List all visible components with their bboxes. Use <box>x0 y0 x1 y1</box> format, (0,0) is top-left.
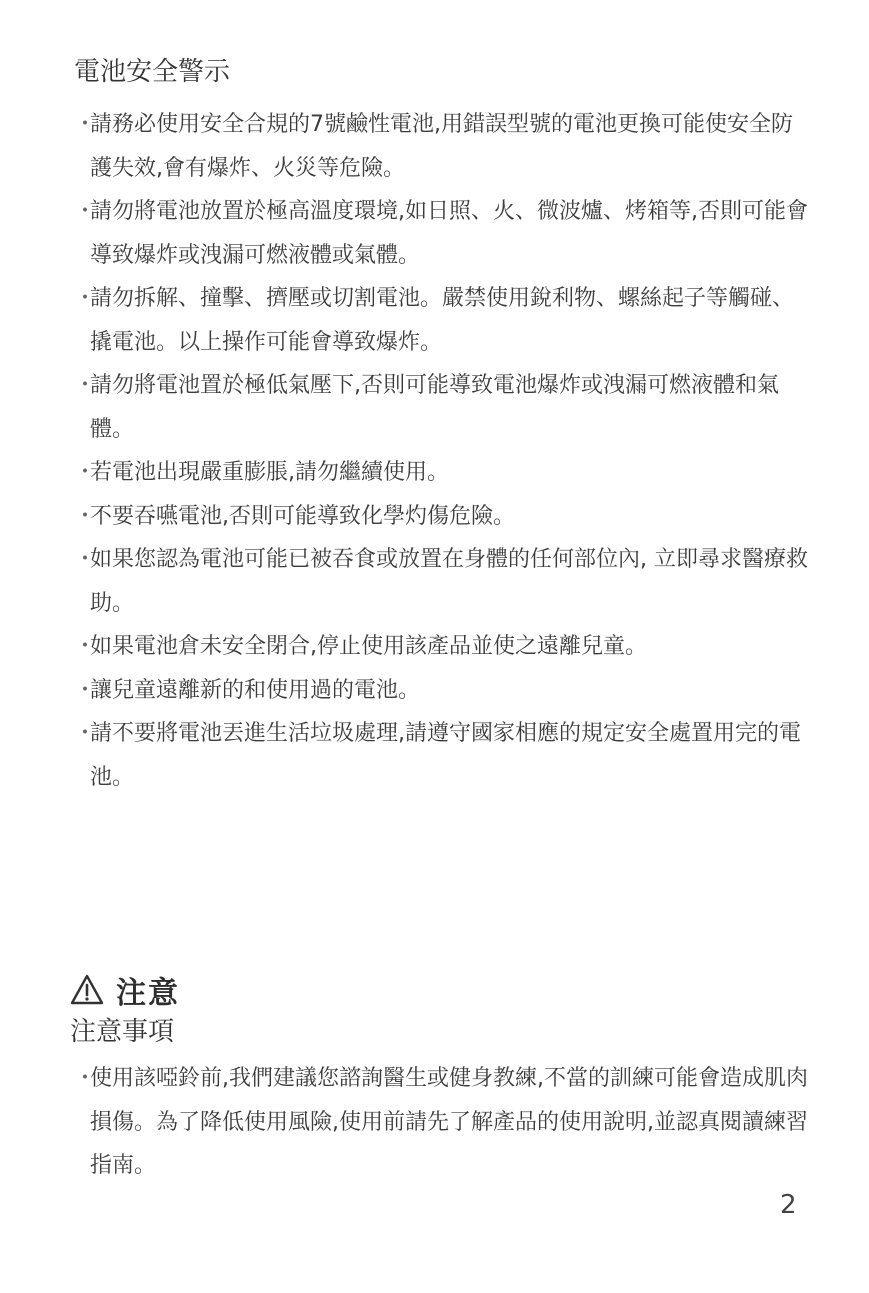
list-item <box>72 1057 812 1188</box>
bullet-marker: ・ <box>74 199 97 224</box>
list-item-text: 讓兒童遠離新的和使用過的電池。 <box>90 677 421 703</box>
caution-heading <box>70 970 180 1010</box>
bullet-marker: ・ <box>74 503 97 529</box>
warning-triangle-icon <box>70 974 104 1006</box>
list-item <box>72 669 812 713</box>
list-item <box>72 364 812 451</box>
list-item <box>72 712 812 799</box>
caution-subtitle: 注意事項 <box>70 1017 175 1047</box>
bullet-marker: ・ <box>74 1066 97 1091</box>
list-item-text: 請不要將電池丟進生活垃圾處理,請遵守國家相應的規定安全處置用完的電池。 <box>90 721 801 790</box>
battery-safety-list <box>72 103 812 799</box>
list-item <box>72 103 812 190</box>
list-item-text: 請務必使用安全合規的7號鹼性電池,用錯誤型號的電池更換可能使安全防護失效,會有爆炸、火災等危險。 <box>90 112 793 181</box>
list-item <box>72 538 812 625</box>
list-item <box>72 451 812 495</box>
bullet-marker: ・ <box>74 547 97 572</box>
list-item <box>72 495 812 539</box>
list-item-text: 不要吞嚥電池,否則可能導致化學灼傷危險。 <box>90 503 515 529</box>
caution-list <box>72 1057 812 1188</box>
battery-safety-title: 電池安全警示 <box>74 57 231 87</box>
list-item <box>72 190 812 277</box>
bullet-marker: ・ <box>74 460 97 485</box>
list-item-text: 請勿將電池置於極低氣壓下,否則可能導致電池爆炸或洩漏可燃液體和氣體。 <box>90 373 779 442</box>
bullet-marker: ・ <box>74 373 97 398</box>
list-item-text: 如果您認為電池可能已被吞食或放置在身體的任何部位內, 立即尋求醫療救助。 <box>90 547 808 616</box>
caution-heading-label: 注意 <box>116 976 180 1011</box>
list-item-text: 如果電池倉未安全閉合,停止使用該產品並使之遠離兒童。 <box>90 634 647 659</box>
list-item <box>72 277 812 364</box>
bullet-marker: ・ <box>74 112 97 137</box>
list-item <box>72 625 812 669</box>
bullet-marker: ・ <box>74 286 97 311</box>
bullet-marker: ・ <box>74 721 97 746</box>
bullet-marker: ・ <box>74 634 97 659</box>
list-item-text: 使用該啞鈴前,我們建議您諮詢醫生或健身教練,不當的訓練可能會造成肌肉損傷。為了降低使用風險,使用前請先了解產品的使用說明,並認真閱讀練習指南。 <box>90 1066 808 1178</box>
page-number: 2 <box>780 1190 797 1220</box>
list-item-text: 請勿拆解、撞擊、擠壓或切割電池。嚴禁使用銳利物、螺絲起子等觸碰、撬電池。以上操作可能會導致爆炸。 <box>90 286 795 355</box>
list-item-text: 請勿將電池放置於極高溫度環境,如日照、火、微波爐、烤箱等,否則可能會導致爆炸或洩漏可燃液體或氣體。 <box>90 199 808 268</box>
list-item-text: 若電池出現嚴重膨脹,請勿繼續使用。 <box>90 460 449 485</box>
bullet-marker: ・ <box>74 677 97 703</box>
